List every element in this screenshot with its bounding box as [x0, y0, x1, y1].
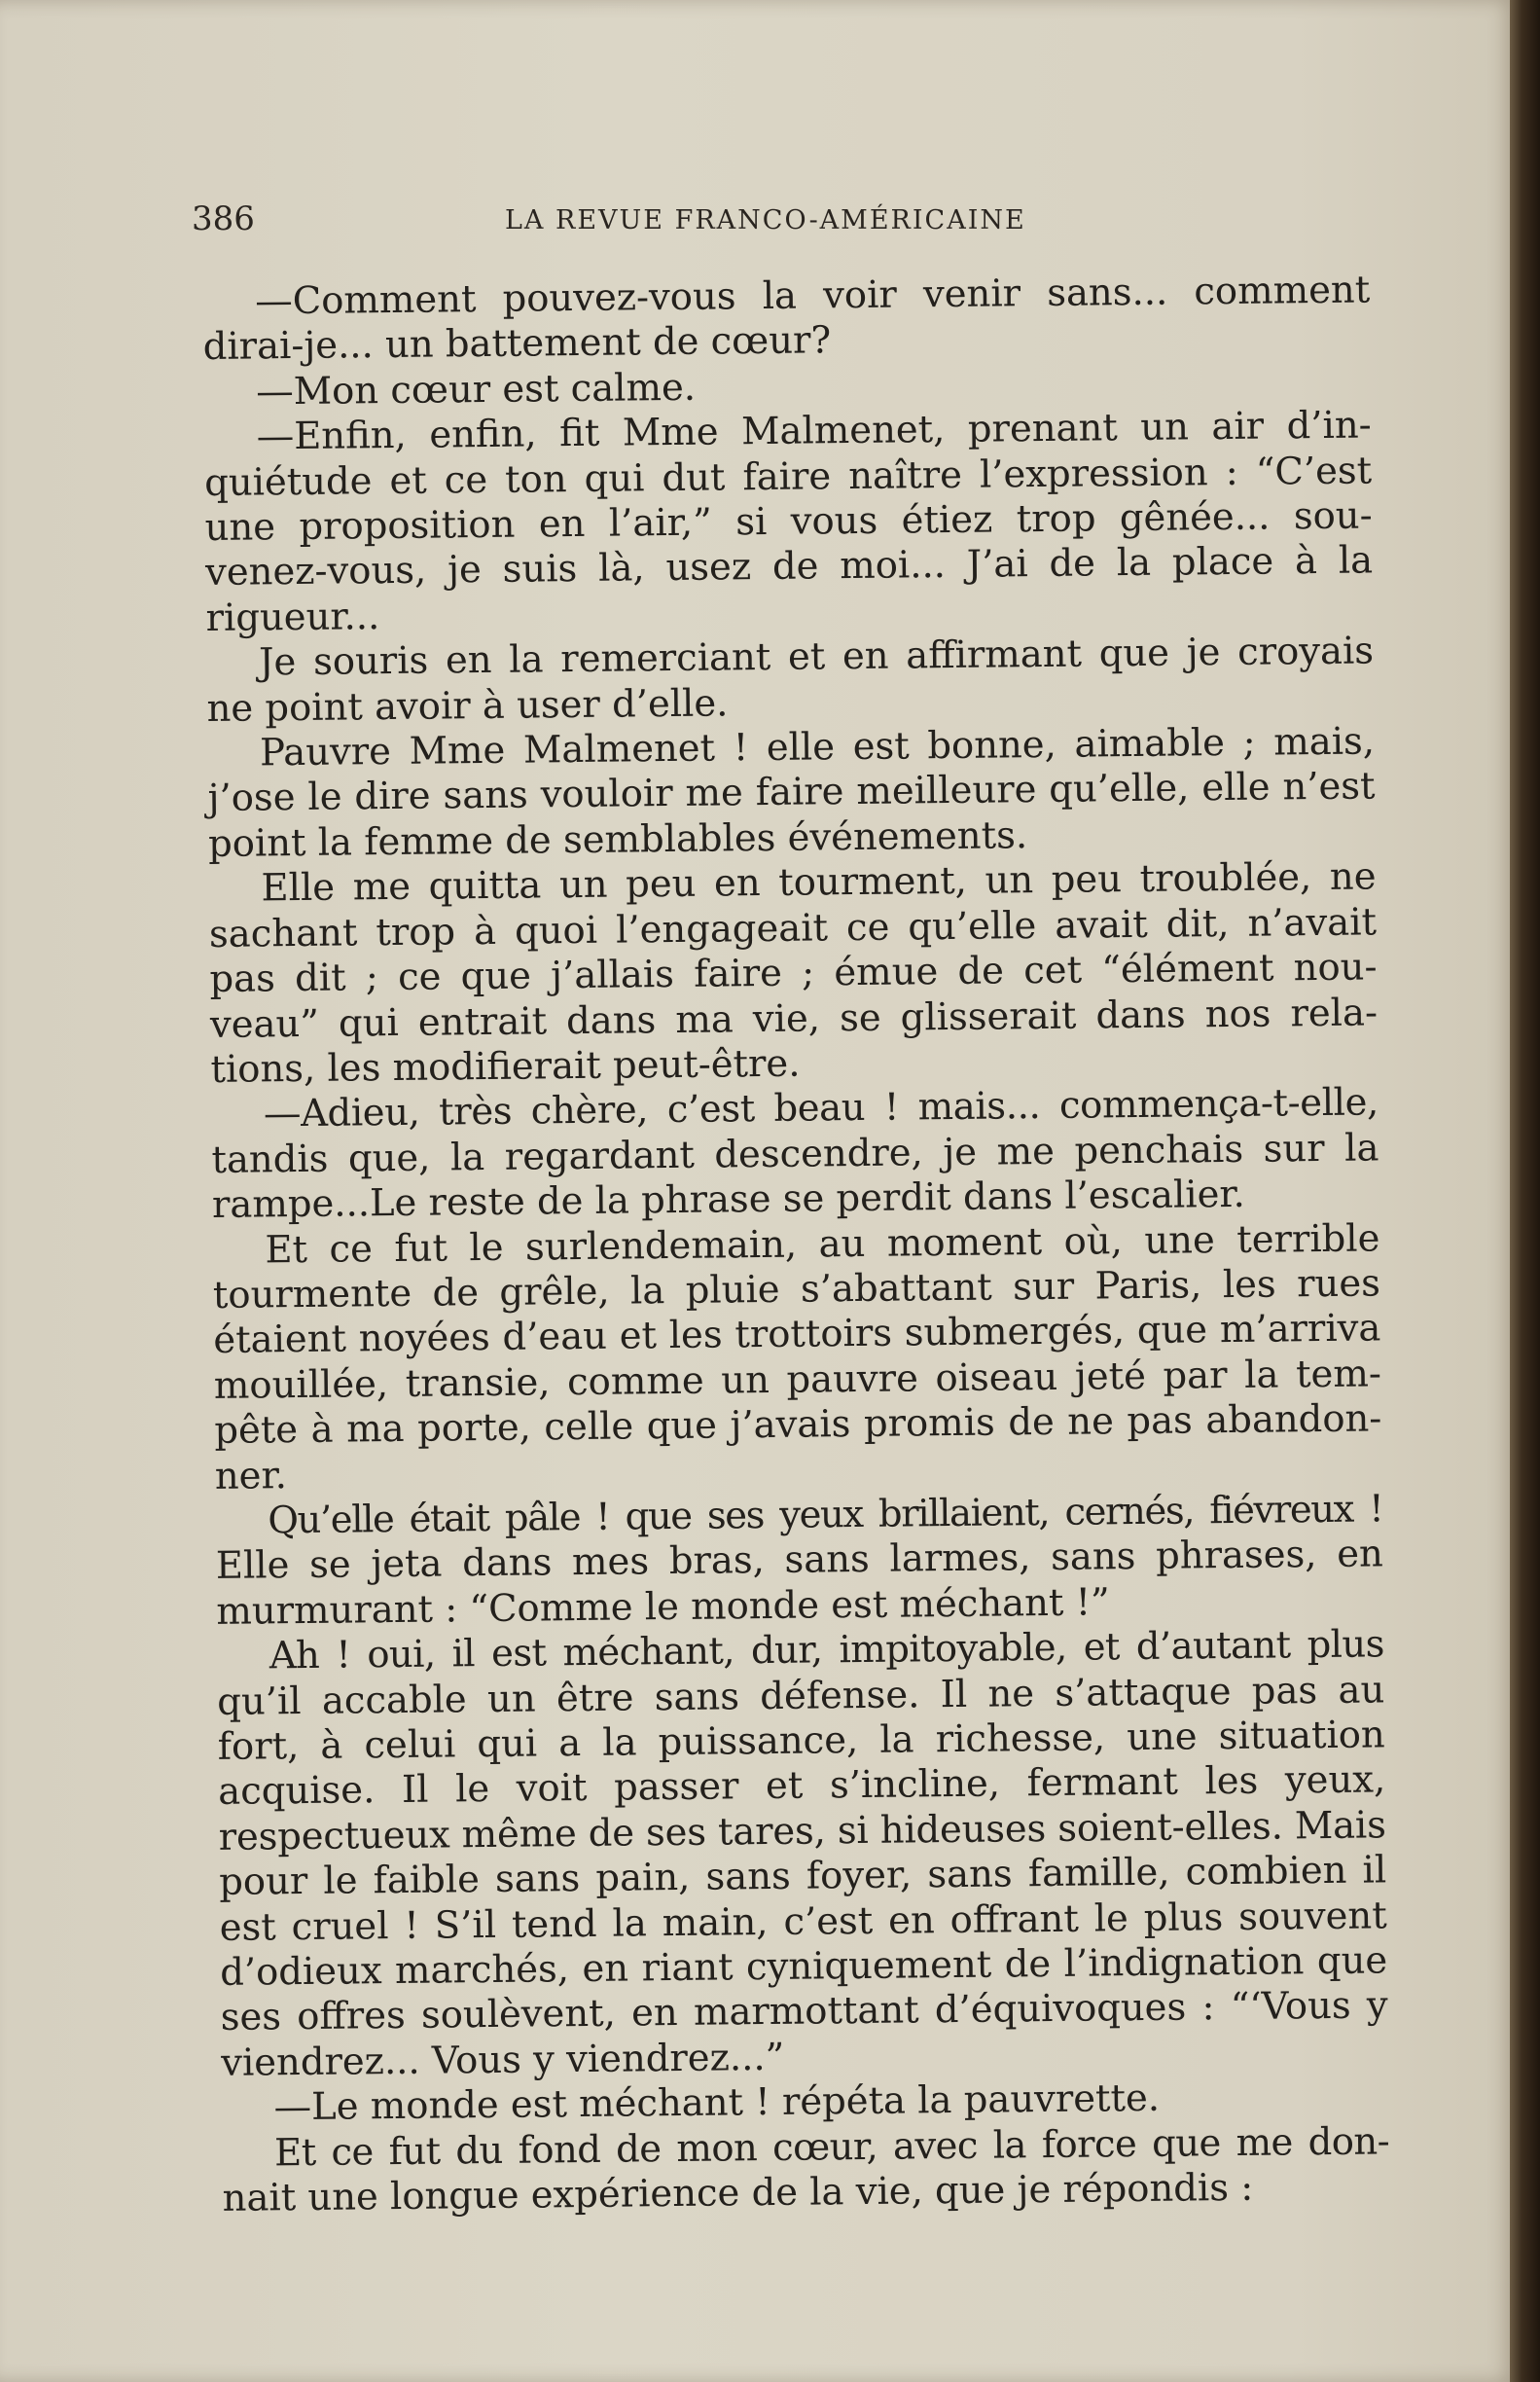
paragraph [215, 1487, 1383, 1635]
text-line: j’ose le dire sans vouloir me faire meilleure qu’elle, elle n’est [207, 764, 1376, 821]
text-line: nait une longue expérience de la vie, que je répondis : [222, 2165, 1254, 2220]
text-line: dirai-je... un battement de cœur? [202, 318, 832, 370]
text-line: point la femme de semblables événements. [207, 813, 1028, 866]
text-line: respectueux même de ses tares, si hideuses soient-elles. Mais [218, 1803, 1386, 1859]
text-line: tandis que, la regardant descendre, je me penchais sur la [211, 1126, 1379, 1182]
body-text [202, 268, 1390, 2221]
text-line: ses offres soulèvent, en marmottant d’équivoques : “‘Vous y [220, 1983, 1388, 2040]
text-line: Elle me quitta un peu en tourment, un peu troublée, ne [261, 854, 1377, 911]
text-line: Je souris en la remerciant et en affirmant que je croyais [258, 629, 1375, 685]
paragraph [203, 404, 1373, 642]
text-line: viendrez... Vous y viendrez...” [220, 2035, 785, 2085]
text-line: —Enfin, enfin, fit Mme Malmenet, prenant un air d’in- [256, 403, 1372, 459]
text-line: pour le faible sans pain, sans foyer, sans famille, combien il [219, 1848, 1387, 1905]
text-line: Ah ! oui, il est méchant, dur, impitoyable, et d’autant plus [269, 1622, 1384, 1678]
text-line: pas dit ; ce que j’allais faire ; émue de cet “élément nou- [209, 945, 1378, 1002]
text-line: Qu’elle était pâle ! que ses yeux brillaient, cernés, fiévreux ! [268, 1487, 1383, 1543]
paragraph [217, 1623, 1389, 2087]
paragraph [211, 1081, 1379, 1229]
text-line: ne point avoir à user d’elle. [206, 681, 729, 731]
paragraph [207, 719, 1376, 867]
text-line: qu’il accable un être sans défense. Il ne s’attaque pas au [217, 1667, 1385, 1724]
page-header [192, 199, 1359, 248]
text-line: une proposition en l’air,” si vous étiez trop gênée... sou- [204, 493, 1373, 551]
text-line: Et ce fut du fond de mon cœur, avec la force que me don- [273, 2118, 1390, 2175]
text-line: murmurant : “Comme le monde est méchant !” [216, 1580, 1110, 1634]
text-line: venez-vous, je suis là, usez de moi... J’ai de la place à la [204, 538, 1374, 596]
paragraph [212, 1216, 1382, 1499]
text-line: —Comment pouvez-vous la voir venir sans... comment [254, 268, 1371, 324]
text-line: rigueur... [205, 594, 380, 640]
page-number: 386 [192, 199, 255, 238]
running-title: LA REVUE FRANCO-AMÉRICAINE [505, 205, 1026, 235]
text-line: pête à ma porte, celle que j’avais promis de ne pas abandon- [214, 1396, 1382, 1454]
text-line: d’odieux marchés, en riant cyniquement de l’indignation que [219, 1938, 1388, 1995]
text-line: sachant trop à quoi l’engageait ce qu’elle avait dit, n’avait [208, 900, 1378, 956]
text-line: —Adieu, très chère, c’est beau ! mais... commença-t-elle, [263, 1080, 1379, 1137]
paragraph [202, 268, 1371, 370]
text-line: rampe...Le reste de la phrase se perdit dans l’escalier. [211, 1172, 1246, 1228]
text-line: tions, les modifierait peut-être. [210, 1041, 801, 1092]
text-line: étaient noyées d’eau et les trottoirs submergés, que m’arriva [213, 1306, 1381, 1363]
text-line: Elle se jeta dans mes bras, sans larmes, sans phrases, en [215, 1532, 1384, 1589]
book-spine-edge [1510, 0, 1540, 2382]
text-line: ner. [214, 1453, 288, 1498]
text-line: —Le monde est méchant ! répéta la pauvrette. [273, 2076, 1161, 2130]
paragraph [208, 855, 1378, 1094]
paragraph [206, 630, 1375, 732]
text-line: acquise. Il le voit passer et s’incline, fermant les yeux, [218, 1757, 1386, 1815]
text-line: —Mon cœur est calme. [255, 365, 697, 415]
text-line: est cruel ! S’il tend la main, c’est en offrant le plus souvent [219, 1893, 1387, 1950]
text-line: Et ce fut le surlendemain, au moment où, une terrible [265, 1215, 1380, 1272]
text-line: quiétude et ce ton qui dut faire naître l’expression : “C’est [203, 449, 1373, 505]
paragraph [222, 2119, 1390, 2221]
text-line: mouillée, transie, comme un pauvre oiseau jeté par la tem- [213, 1352, 1382, 1408]
text-line: fort, à celui qui a la puissance, la richesse, une situation [217, 1713, 1385, 1769]
text-line: tourmente de grêle, la pluie s’abattant sur Paris, les rues [212, 1261, 1381, 1317]
text-line: Pauvre Mme Malmenet ! elle est bonne, aimable ; mais, [259, 719, 1376, 776]
text-line: veau” qui entrait dans ma vie, se glisserait dans nos rela- [209, 990, 1379, 1047]
